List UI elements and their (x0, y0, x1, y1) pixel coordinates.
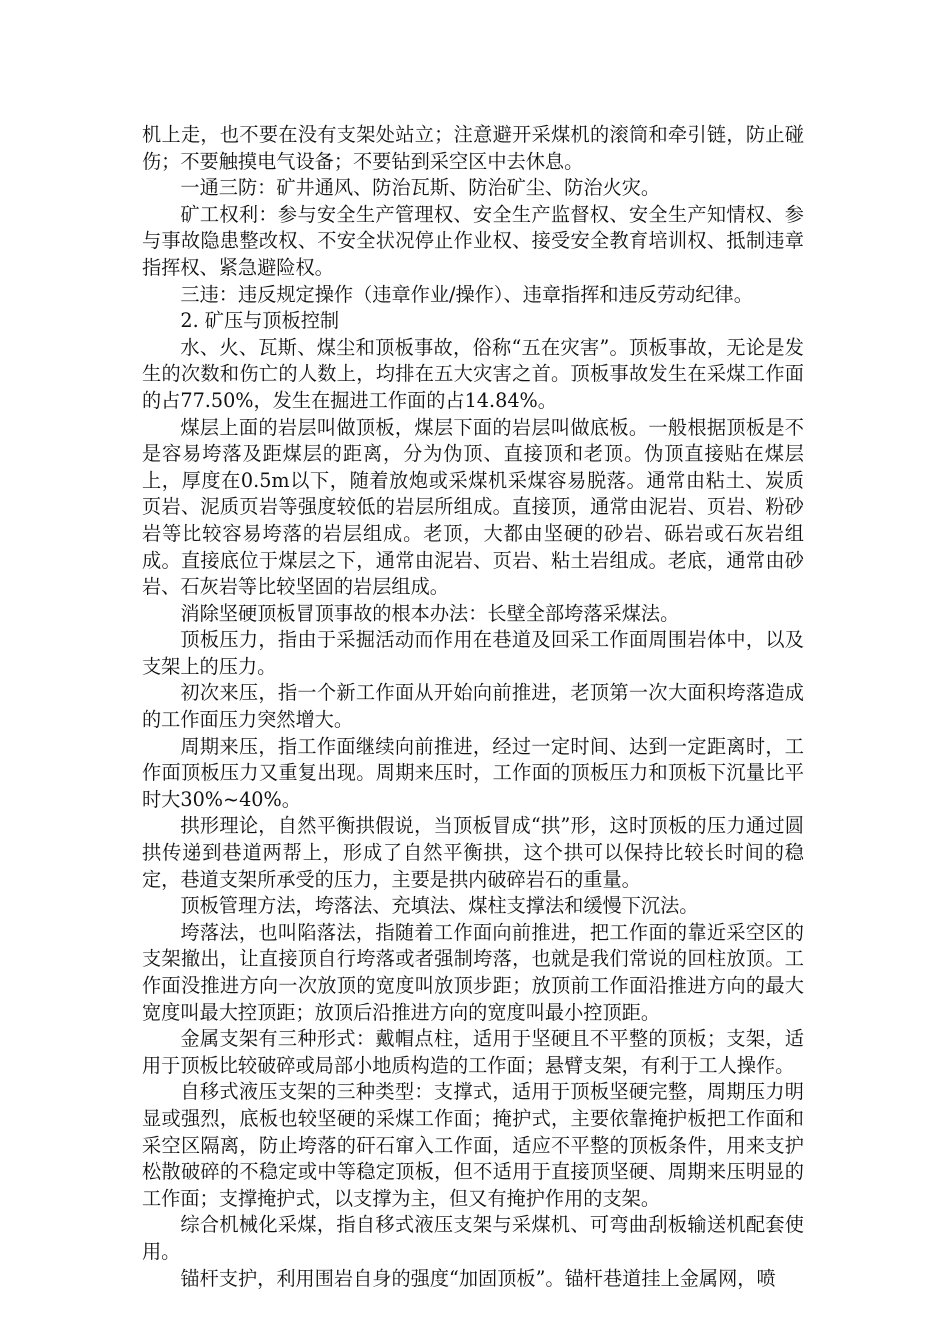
paragraph-miner-rights: 矿工权利：参与安全生产管理权、安全生产监督权、安全生产知情权、参与事故隐患整改权、不安全状况停止作业权、接受安全教育培训权、抵制违章指挥权、紧急避险权。 (142, 202, 804, 279)
paragraph-hydraulic-supports: 自移式液压支架的三种类型：支撑式，适用于顶板坚硬完整，周期压力明显或强烈，底板也较坚硬的采煤工作面；掩护式，主要依靠掩护板把工作面和采空区隔离，防止垮落的矸石窜入工作面，适应不平整的顶板条件，用来支护松散破碎的不稳定或中等稳定顶板，但不适用于直接顶坚硬、周期来压明显的工作面；支撑掩护式，以支撑为主，但又有掩护作用的支架。 (142, 1080, 804, 1210)
section-heading: 2. 矿压与顶板控制 (180, 309, 340, 333)
paragraph-metal-supports: 金属支架有三种形式：戴帽点柱，适用于坚硬且不平整的顶板；支架，适用于顶板比较破碎或局部小地质构造的工作面；悬臂支架，有利于工人操作。 (142, 1027, 804, 1077)
paragraph-three-violations: 三违：违反规定操作（违章作业/操作）、违章指挥和违反劳动纪律。 (180, 282, 753, 306)
paragraph-hard-roof: 消除坚硬顶板冒顶事故的根本办法：长壁全部垮落采煤法。 (180, 601, 680, 625)
paragraph-arch-theory: 拱形理论，自然平衡拱假说，当顶板冒成“拱”形，这时顶板的压力通过圆拱传递到巷道两帮上，形成了自然平衡拱，这个拱可以保持比较长时间的稳定，巷道支架所承受的压力，主要是拱内破碎岩石的重量。 (142, 814, 804, 891)
paragraph-ventilation: 一通三防：矿井通风、防治瓦斯、防治矿尘、防治火灾。 (180, 176, 661, 200)
paragraph-first-weighting: 初次来压，指一个新工作面从开始向前推进，老顶第一次大面积垮落造成的工作面压力突然增大。 (142, 681, 804, 732)
paragraph-roof-floor: 煤层上面的岩层叫做顶板，煤层下面的岩层叫做底板。一般根据顶板是不是容易垮落及距煤层的距离，分为伪顶、直接顶和老顶。伪顶直接贴在煤层上，厚度在0.5m以下，随着放炮或采煤机采煤容易脱落。通常由粘土、炭质页岩、泥质页岩等强度较低的岩层所组成。直接顶，通常由泥岩、页岩、粉砂岩等比较容易垮落的岩层组成。老顶，大都由坚硬的砂岩、砾岩或石灰岩组成。直接底位于煤层之下，通常由泥岩、页岩、粘土岩组成。老底，通常由砂岩、石灰岩等比较坚固的岩层组成。 (142, 415, 804, 599)
paragraph-continuation: 机上走，也不要在没有支架处站立；注意避开采煤机的滚筒和牵引链，防止碰伤；不要触摸电气设备；不要钻到采空区中去休息。 (142, 123, 804, 173)
paragraph-mechanized-mining: 综合机械化采煤，指自移式液压支架与采煤机、可弯曲刮板输送机配套使用。 (142, 1213, 804, 1263)
document-page (142, 122, 804, 1292)
paragraph-roof-pressure: 顶板压力，指由于采掘活动而作用在巷道及回采工作面周围岩体中，以及支架上的压力。 (142, 628, 804, 678)
paragraph-five-disasters: 水、火、瓦斯、煤尘和顶板事故，俗称“五在灾害”。顶板事故，无论是发生的次数和伤亡的人数上，均排在五大灾害之首。顶板事故发生在采煤工作面的占77.50%，发生在掘进工作面的占14.84%。 (142, 335, 804, 412)
paragraph-periodic-weighting: 周期来压，指工作面继续向前推进，经过一定时间、达到一定距离时，工作面顶板压力又重复出现。周期来压时，工作面的顶板压力和顶板下沉量比平时大30%~40%。 (142, 734, 804, 811)
paragraph-roof-management: 顶板管理方法，垮落法、充填法、煤柱支撑法和缓慢下沉法。 (180, 894, 699, 918)
paragraph-bolt-support: 锚杆支护，利用围岩自身的强度“加固顶板”。锚杆巷道挂上金属网，喷 (180, 1266, 776, 1290)
paragraph-caving-method: 垮落法，也叫陷落法，指随着工作面向前推进，把工作面的靠近采空区的支架撤出，让直接顶自行垮落或者强制垮落，也就是我们常说的回柱放顶。工作面没推进方向一次放顶的宽度叫放顶步距；放顶前工作面沿推进方向的最大宽度叫最大控顶距；放顶后沿推进方向的宽度叫最小控顶距。 (142, 920, 804, 1024)
